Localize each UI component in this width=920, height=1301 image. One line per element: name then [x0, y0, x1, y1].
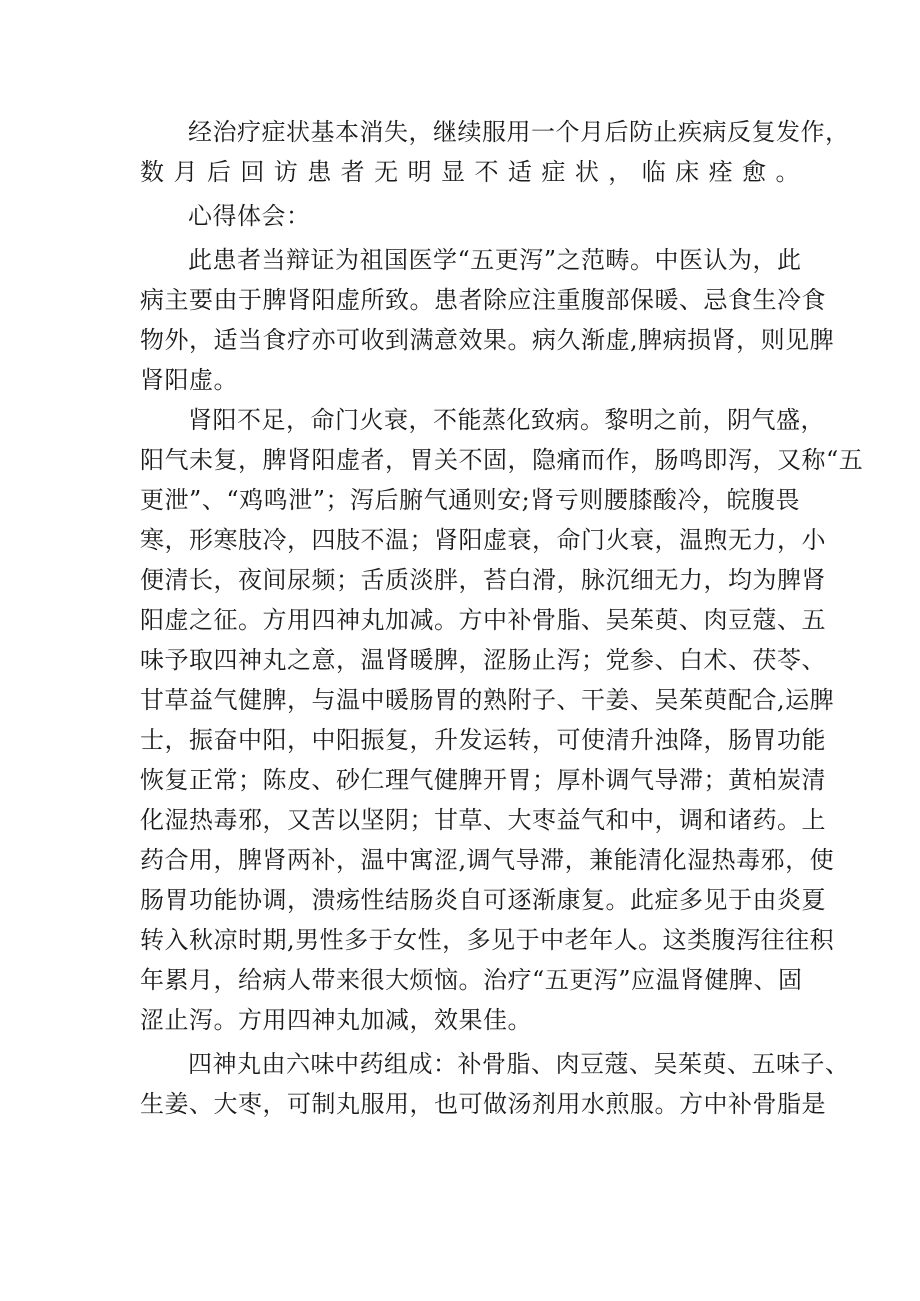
- section-heading: 心得体会：: [188, 202, 311, 230]
- text-line: 阳虚之征。方用四神丸加减。方中补骨脂、吴茱萸、肉豆蔻、五: [140, 606, 826, 634]
- text-line: 肾阳虚。: [140, 366, 238, 394]
- text-line: 物外，适当食疗亦可收到满意效果。病久渐虚,脾病损肾，则见脾: [140, 326, 835, 354]
- text-line: 便清长，夜间尿频；舌质淡胖，苔白滑，脉沉细无力，均为脾肾: [140, 566, 826, 594]
- text-line: 肾阳不足，命门火衰，不能蒸化致病。黎明之前，阴气盛，: [188, 406, 825, 434]
- text-line: 年累月，给病人带来很大烦恼。治疗“五更泻”应温肾健脾、固: [140, 966, 803, 994]
- text-line: 阳气未复，脾肾阳虚者，胃关不固，隐痛而作，肠鸣即泻，又称“五: [140, 446, 864, 474]
- text-line: 肠胃功能协调，溃疡性结肠炎自可逐渐康复。此症多见于由炎夏: [140, 886, 826, 914]
- text-line: 甘草益气健脾，与温中暖肠胃的熟附子、干姜、吴茱萸配合,运脾: [140, 686, 835, 714]
- text-line: 寒，形寒肢冷，四肢不温；肾阳虚衰，命门火衰，温煦无力，小: [140, 526, 826, 554]
- text-line: 生姜、大枣，可制丸服用，也可做汤剂用水煎服。方中补骨脂是: [140, 1090, 826, 1118]
- text-line: 化湿热毒邪，又苦以坚阴；甘草、大枣益气和中，调和诸药。上: [140, 806, 826, 834]
- text-line: 恢复正常；陈皮、砂仁理气健脾开胃；厚朴调气导滞；黄柏炭清: [140, 766, 826, 794]
- text-line: 数月后回访患者无明显不适症状，临床痊愈。: [140, 158, 800, 186]
- text-line: 士，振奋中阳，中阳振复，升发运转，可使清升浊降，肠胃功能: [140, 726, 826, 754]
- text-line: 涩止泻。方用四神丸加减，效果佳。: [140, 1006, 532, 1034]
- text-line: 经治疗症状基本消失，继续服用一个月后防止疾病反复发作，: [188, 118, 850, 146]
- text-line: 病主要由于脾肾阳虚所致。患者除应注重腹部保暖、忌食生冷食: [140, 286, 826, 314]
- text-line: 味予取四神丸之意，温肾暖脾，涩肠止泻；党参、白术、茯苓、: [140, 646, 826, 674]
- text-line: 更泄”、“鸡鸣泄”；泻后腑气通则安;肾亏则腰膝酸冷，皖腹畏: [140, 486, 800, 514]
- text-line: 四神丸由六味中药组成：补骨脂、肉豆蔻、吴茱萸、五味子、: [188, 1050, 850, 1078]
- text-line: 转入秋凉时期,男性多于女性，多见于中老年人。这类腹泻往往积: [140, 926, 835, 954]
- text-line: 药合用，脾肾两补，温中寓涩,调气导滞，兼能清化湿热毒邪，使: [140, 846, 835, 874]
- text-line: 此患者当辩证为祖国医学“五更泻”之范畴。中医认为，此: [188, 246, 802, 274]
